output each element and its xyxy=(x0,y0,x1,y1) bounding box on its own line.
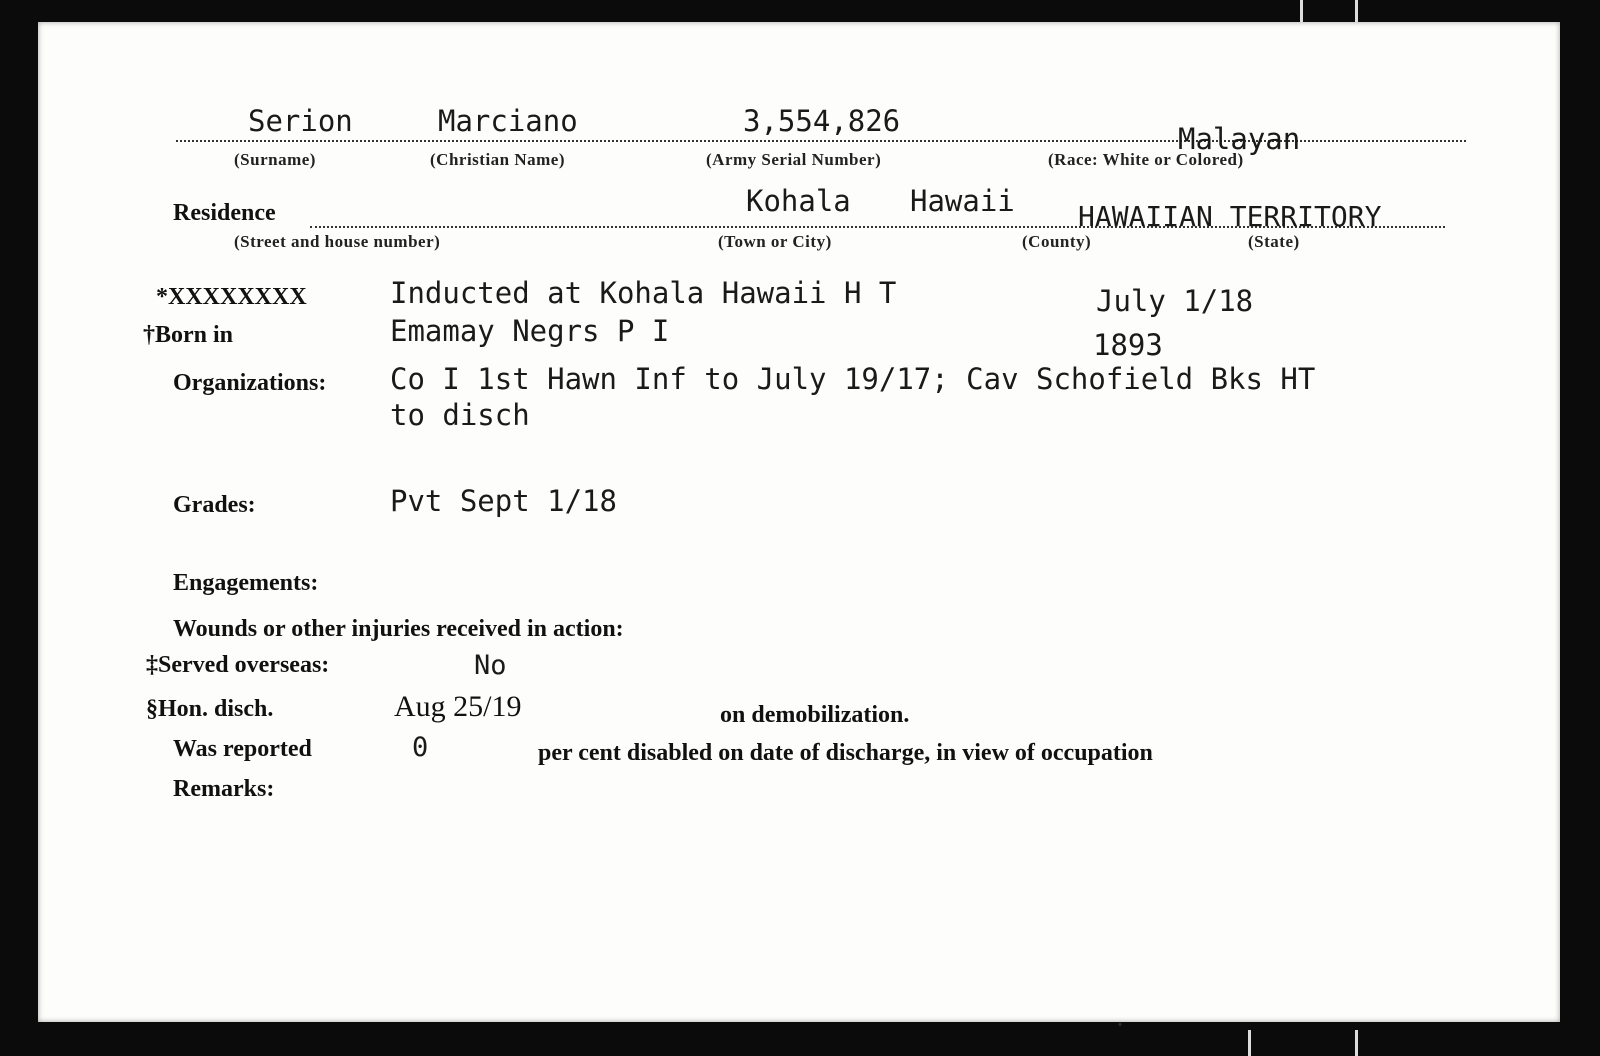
engagements-label: Engagements: xyxy=(173,570,319,596)
wounds-label: Wounds or other injuries received in action: xyxy=(173,616,624,642)
grades-value: Pvt Sept 1/18 xyxy=(390,484,617,518)
race-caption: (Race: White or Colored) xyxy=(1048,150,1244,169)
born-value: Emamay Negrs P I xyxy=(390,314,670,348)
christian-name-caption: (Christian Name) xyxy=(430,150,566,169)
hon-disch-label: §Hon. disch. xyxy=(146,696,274,722)
town-value: Kohala xyxy=(746,184,851,218)
serial-number-caption: (Army Serial Number) xyxy=(706,150,882,169)
film-mark xyxy=(1355,1030,1358,1056)
remarks-label: Remarks: xyxy=(173,776,275,802)
organizations-line2: to disch xyxy=(390,398,530,432)
county-value: Hawaii xyxy=(910,184,1015,218)
town-caption: (Town or City) xyxy=(718,232,832,251)
enlisted-date: July 1/18 xyxy=(1096,284,1254,318)
enlisted-label: *XXXXXXXX xyxy=(156,284,307,310)
served-overseas-value: No xyxy=(474,650,507,681)
film-mark xyxy=(1248,1030,1251,1056)
hon-disch-suffix: on demobilization. xyxy=(720,702,910,728)
county-caption: (County) xyxy=(1022,232,1092,251)
enlisted-value: Inducted at Kohala Hawaii H T xyxy=(390,276,897,310)
born-label: †Born in xyxy=(143,322,234,348)
christian-name-value: Marciano xyxy=(438,104,578,138)
disabled-suffix: per cent disabled on date of discharge, in view of occupation xyxy=(538,740,1153,766)
service-record-card xyxy=(38,22,1560,1022)
disabled-label: Was reported xyxy=(173,736,312,762)
surname-value: Serion xyxy=(248,104,353,138)
organizations-line1: Co I 1st Hawn Inf to July 19/17; Cav Schofield Bks HT xyxy=(390,362,1316,396)
race-value: Malayan xyxy=(1178,122,1301,156)
grades-label: Grades: xyxy=(173,492,256,518)
organizations-label: Organizations: xyxy=(173,370,327,396)
state-value: HAWAIIAN TERRITORY xyxy=(1078,200,1382,233)
film-mark xyxy=(1355,0,1358,22)
surname-caption: (Surname) xyxy=(234,150,316,169)
serial-number-value: 3,554,826 xyxy=(743,104,901,138)
served-overseas-label: ‡Served overseas: xyxy=(146,652,330,678)
hon-disch-value: Aug 25/19 xyxy=(394,690,522,723)
film-mark xyxy=(1300,0,1303,22)
disabled-value: 0 xyxy=(412,732,429,763)
born-year: 1893 xyxy=(1093,328,1163,362)
street-caption: (Street and house number) xyxy=(234,232,441,251)
residence-label: Residence xyxy=(173,200,276,226)
state-caption: (State) xyxy=(1248,232,1300,251)
